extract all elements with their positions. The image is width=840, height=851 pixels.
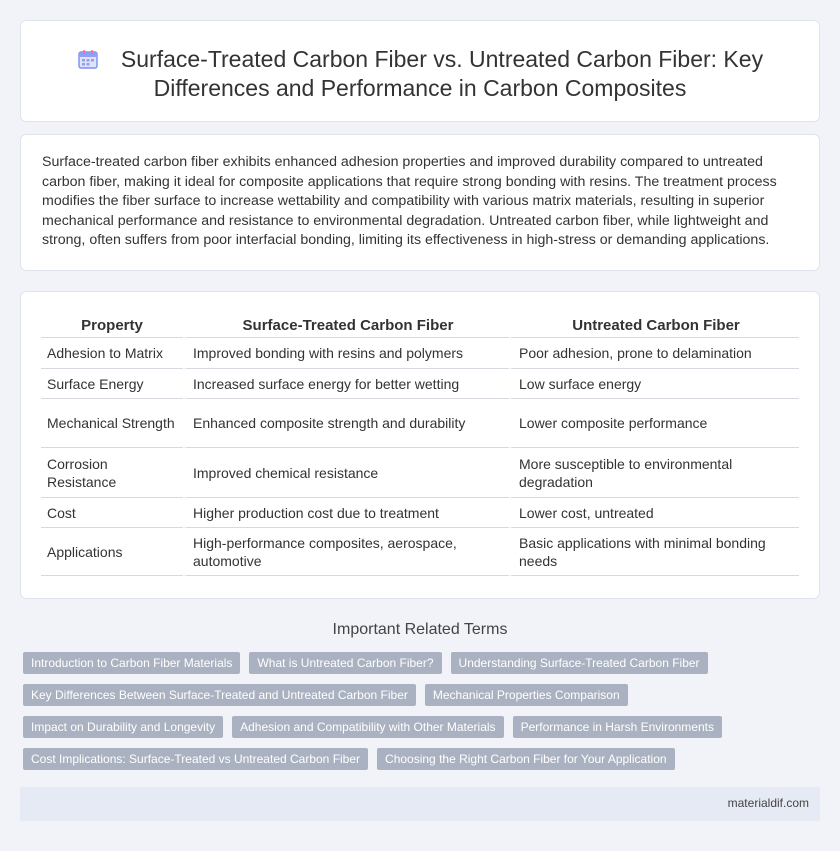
table-cell-property: Cost [41,498,183,528]
comparison-table [41,314,799,576]
table-cell-treated: Increased surface energy for better wetting [183,369,509,399]
table-cell-property: Corrosion Resistance [41,448,183,498]
related-tag[interactable]: Key Differences Between Surface-Treated and Untreated Carbon Fiber [23,684,416,706]
table-row [41,498,799,528]
table-cell-property: Mechanical Strength [41,399,183,448]
tag-row [23,748,823,770]
related-terms-heading: Important Related Terms [332,621,508,638]
table-cell-property: Surface Energy [41,369,183,399]
footer [20,787,820,821]
table-cell-untreated: Lower cost, untreated [509,498,799,528]
table-cell-treated: High-performance composites, aerospace, automotive [183,528,509,576]
related-tag[interactable]: Performance in Harsh Environments [513,716,722,738]
tag-row [23,652,823,674]
footer-site-link[interactable]: materialdif.com [727,796,809,810]
tag-row [23,684,823,706]
table-cell-property: Applications [41,528,183,576]
header-property: Property [41,314,183,338]
table-row [41,338,799,369]
related-tag[interactable]: Mechanical Properties Comparison [425,684,628,706]
table-cell-treated: Enhanced composite strength and durability [183,399,509,448]
table-cell-treated: Improved chemical resistance [183,448,509,498]
table-cell-treated: Higher production cost due to treatment [183,498,509,528]
table-cell-treated: Improved bonding with resins and polymers [183,338,509,369]
related-tag[interactable]: Impact on Durability and Longevity [23,716,223,738]
related-tag[interactable]: Choosing the Right Carbon Fiber for Your Application [377,748,675,770]
table-cell-property: Adhesion to Matrix [41,338,183,369]
related-terms-tags [23,652,823,780]
table-row [41,528,799,576]
related-tag[interactable]: Understanding Surface-Treated Carbon Fiber [451,652,708,674]
header-surface-treated: Surface-Treated Carbon Fiber [183,314,509,338]
table-cell-untreated: More susceptible to environmental degradation [509,448,799,498]
related-tag[interactable]: Introduction to Carbon Fiber Materials [23,652,240,674]
header-card [20,20,820,122]
intro-card [20,134,820,271]
table-row [41,448,799,498]
table-cell-untreated: Lower composite performance [509,399,799,448]
table-cell-untreated: Basic applications with minimal bonding needs [509,528,799,576]
table-row [41,399,799,448]
table-row [41,369,799,399]
table-header-row [41,314,799,338]
comparison-card [20,291,820,599]
related-tag[interactable]: What is Untreated Carbon Fiber? [249,652,441,674]
related-tag[interactable]: Adhesion and Compatibility with Other Materials [232,716,503,738]
intro-paragraph: Surface-treated carbon fiber exhibits enhanced adhesion properties and improved durability compared to untreated carbon fiber, making it ideal for composite applications that require strong bonding with resins. The treatment process modifies the fiber surface to increase wettability and compatibility with various matrix materials, resulting in superior mechanical performance and resistance to environmental degradation. Untreated carbon fiber, while lightweight and strong, often suffers from poor interfacial bonding, limiting its effectiveness in high-stress or demanding applications. [42,154,777,248]
table-cell-untreated: Low surface energy [509,369,799,399]
tag-row [23,716,823,738]
calendar-icon [77,48,99,70]
page-title [21,45,819,103]
table-cell-untreated: Poor adhesion, prone to delamination [509,338,799,369]
page-title-text: Surface-Treated Carbon Fiber vs. Untreated Carbon Fiber: Key Differences and Performance in Carbon Composites [120,46,764,101]
related-tag[interactable]: Cost Implications: Surface-Treated vs Untreated Carbon Fiber [23,748,368,770]
header-untreated: Untreated Carbon Fiber [509,314,799,338]
